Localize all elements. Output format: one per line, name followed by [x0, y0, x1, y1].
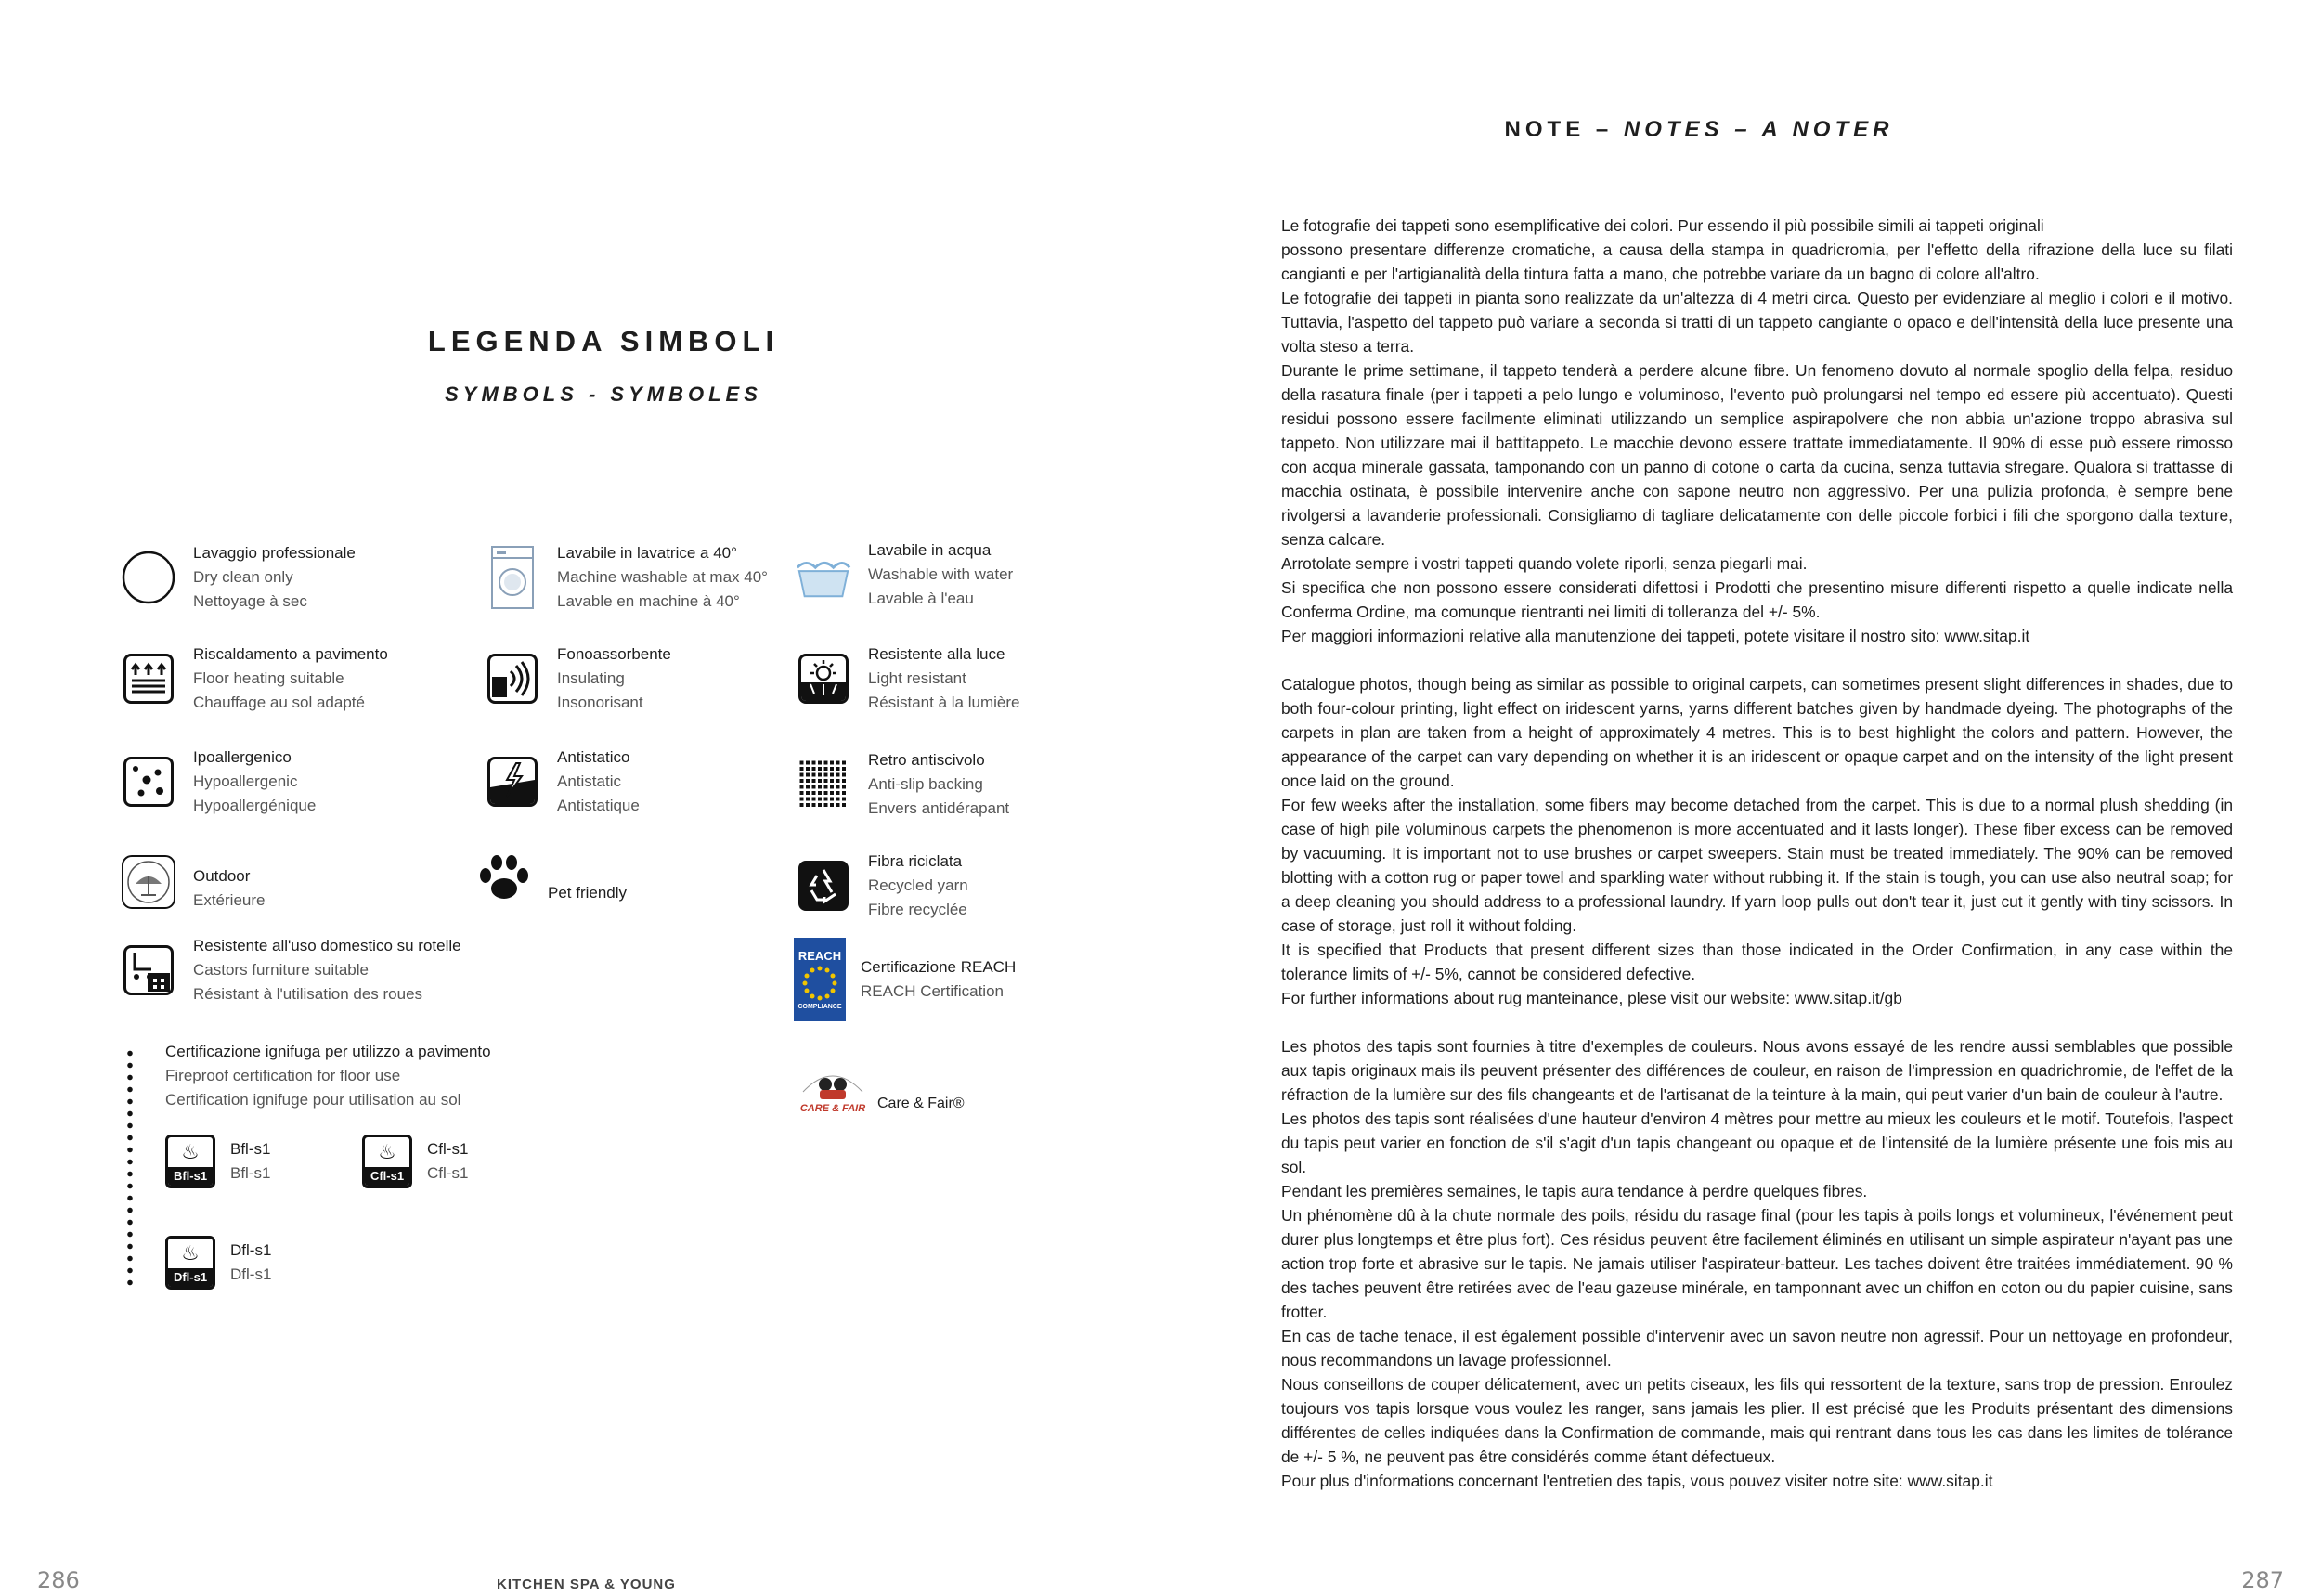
symbol-label: Antistatico	[557, 748, 630, 766]
fire-badge-icon: ♨ Bfl-s1	[165, 1135, 215, 1188]
symbol-label: Lavabile in acqua	[868, 541, 992, 559]
symbol-label-en: Recycled yarn	[868, 876, 968, 894]
fire-class-sub: Bfl-s1	[230, 1164, 271, 1182]
symbol-label-fr: Nettoyage à sec	[193, 592, 307, 610]
symbol-castors	[119, 934, 461, 1006]
symbol-label-fr: Envers antidérapant	[868, 799, 1010, 817]
symbol-dry-clean	[119, 541, 356, 614]
symbol-label-en: Machine washable at max 40°	[557, 568, 768, 586]
symbol-label-fr: Lavable à l'eau	[868, 590, 974, 607]
notes-title-translations: NOTES – A NOTER	[1623, 117, 1894, 142]
symbol-label: Certificazione REACH	[861, 958, 1017, 976]
symbol-label-en: Antistatic	[557, 772, 621, 790]
fire-heading-label-en: Fireproof certification for floor use	[165, 1067, 401, 1084]
notes-paragraph: Si specifica che non possono essere considerati difettosi i Prodotti che presentino misure differenti rispetto a quelle indicate nella Conferma Ordine, ma comunque rientranti nei limiti di tolleranza del +/- 5%.	[1281, 578, 2233, 621]
dotted-divider	[127, 1047, 133, 1289]
notes-paragraph: Le fotografie dei tappeti sono esemplificative dei colori. Pur essendo il più possibile simili ai tappeti originali	[1281, 216, 2044, 235]
symbol-label-fr: Lavable en machine à 40°	[557, 592, 740, 610]
symbol-label: Ipoallergenico	[193, 748, 292, 766]
notes-paragraph: For further informations about rug manteinance, plese visit our website: www.sitap.it/gb	[1281, 989, 1902, 1007]
hypoallergenic-icon	[119, 752, 178, 811]
symbol-insulating	[483, 642, 671, 715]
symbol-water-wash	[794, 538, 1013, 611]
symbol-recycled	[794, 850, 968, 922]
notes-paragraph: Le fotografie dei tappeti in pianta sono realizzate da un'altezza di 4 metri circa. Questo per evidenziare al meglio i colori e il motivo. Tuttavia, l'aspetto del tappeto può variare a seconda si tratti di un tappeto cangiante o opaco e dell'intensità della luce presente una volta steso a terra.	[1281, 289, 2233, 356]
notes-paragraph: Per maggiori informazioni relative alla manutenzione dei tappeti, potete visitare il nostro sito: www.sitap.it	[1281, 627, 2030, 645]
fire-badge-label: Dfl-s1	[168, 1268, 213, 1287]
notes-paragraph: Pendant les premières semaines, le tapis aura tendance à perdre quelques fibres.	[1281, 1182, 1868, 1200]
notes-paragraph: Nous conseillons de couper délicatement, avec un petits ciseaux, les fils qui ressortent de la texture, sans trop de pression. Enroulez toujours vos tapis lorsque vous voulez les ranger, sans jamais les plier. Il est précisé que les Produits présentant des dimensions différentes de celles indiquées dans la Confirmation de commande, mais qui rentrant dans tous les cas dans les limites de tolérance de +/- 5 %, ne peuvent pas être considérés comme étant défectueux.	[1281, 1375, 2233, 1466]
notes-paragraph: Les photos des tapis sont fournies à titre d'exemples de couleurs. Nous avons essayé de les rendre aussi semblables que possible aux tapis originaux mais ils peuvent présenter des différences de couleur, en raison de l'impression en quadrichromie, de l'effet de la réfraction de la lumière sur des fils changeants et de l'artisanat de la teinture à la main, qui peut varier d'un bain de couleur à l'autre.	[1281, 1037, 2233, 1104]
notes-paragraph: Catalogue photos, though being as similar as possible to original carpets, can sometimes present slight differences in shades, due to both four-colour printing, light effect on iridescent yarns, yarns different batches given by handmade dyeing. The photographs of the carpets in plan are taken from a height of approximately 4 metres. This is to best highlight the colors and pattern. However, the appearance of the carpet can vary depending on whether it is an iridescent or opaque carpet and on the intensity of the light present once laid on the ground.	[1281, 675, 2233, 790]
care-fair-label: Care & Fair®	[877, 1096, 965, 1111]
page-number-right: 287	[2241, 1567, 2284, 1593]
paragraph-gap	[1281, 1010, 2233, 1034]
fire-badge-label: Cfl-s1	[365, 1167, 409, 1186]
castor-chair-icon	[119, 941, 178, 1000]
symbol-label-en: Castors furniture suitable	[193, 961, 369, 979]
notes-paragraph: Pour plus d'informations concernant l'entretien des tapis, vous pouvez visiter notre site: www.sitap.it	[1281, 1472, 1993, 1490]
symbol-machine-wash	[483, 541, 768, 614]
floor-heating-icon	[119, 649, 178, 708]
symbol-label-en: Floor heating suitable	[193, 669, 344, 687]
light-resistant-icon	[794, 649, 853, 708]
fire-class-cfl	[362, 1135, 468, 1188]
antistatic-icon	[483, 752, 542, 811]
sound-insulation-icon	[483, 649, 542, 708]
wash-tub-icon	[794, 545, 853, 604]
care-fair	[794, 1064, 965, 1114]
notes-paragraph: En cas de tache tenace, il est également possible d'intervenir avec un savon neutre non agressif. Pour un nettoyage en profondeur, nous recommandons un lavage professionnel.	[1281, 1327, 2233, 1369]
fire-class-sub: Dfl-s1	[230, 1265, 272, 1283]
notes-paragraph: For few weeks after the installation, some fibers may become detached from the carpet. This is due to a normal plush shedding (in case of high pile voluminous carpets the phenomenon is more accentuated and it lasts longer). These fiber excess can be removed by vacuuming. It is important not to use brushes or carpet sweepers. Stain must be treated immediately. The 90% can be removed blotting with a cotton rug or paper towel and sparkling water without rubbing it. If the stain is tough, you can use also neutral soap; for a deep cleaning you should address to a professional laundry. If yarn loop pulls out don't tear it, just cut it gently with tiny scissors. In case of storage, just roll it without folding.	[1281, 796, 2233, 935]
recycle-icon	[794, 856, 853, 915]
notes-title	[1281, 117, 2117, 143]
legend-title: LEGENDA SIMBOLI	[427, 325, 780, 357]
fire-badge-label: Bfl-s1	[168, 1167, 213, 1186]
symbol-hypoallergenic	[119, 746, 316, 818]
symbol-floor-heating	[119, 642, 388, 715]
symbol-label: Retro antiscivolo	[868, 751, 985, 769]
symbol-light-resistant	[794, 642, 1019, 715]
symbol-label: Pet friendly	[548, 884, 628, 902]
notes-paragraph: It is specified that Products that present different sizes than those indicated in the Order Confirmation, in any case within the tolerance limits of +/- 5%, cannot be considered defective.	[1281, 941, 2233, 983]
notes-title-it: NOTE –	[1504, 117, 1624, 142]
symbol-label: Lavabile in lavatrice a 40°	[557, 544, 737, 562]
fire-heading-label-fr: Certification ignifuge pour utilisation au sol	[165, 1091, 461, 1109]
symbol-label: Resistente alla luce	[868, 645, 1005, 663]
section-name: KITCHEN SPA & YOUNG	[497, 1577, 676, 1592]
reach-logo-bottom: COMPLIANCE	[797, 1004, 842, 1010]
circle-icon	[119, 548, 178, 607]
fire-badge-icon: ♨ Dfl-s1	[165, 1236, 215, 1290]
fire-certification-heading	[165, 1040, 491, 1112]
symbol-label-fr: Antistatique	[557, 797, 640, 814]
symbol-pet-friendly	[473, 850, 627, 909]
symbol-antistatic	[483, 746, 640, 818]
paragraph-gap	[1281, 648, 2233, 672]
fire-class-label: Bfl-s1	[230, 1140, 271, 1158]
notes-body	[1281, 214, 2233, 1493]
reach-logo-top: REACH	[797, 949, 842, 963]
symbol-outdoor	[119, 851, 265, 913]
reach-icon	[794, 938, 846, 1021]
symbol-label-fr: Chauffage au sol adapté	[193, 694, 365, 711]
symbol-label: Riscaldamento a pavimento	[193, 645, 388, 663]
symbol-label-fr: Insonorisant	[557, 694, 643, 711]
notes-paragraph: Durante le prime settimane, il tappeto tenderà a perdere alcune fibre. Un fenomeno dovuto al normale spoglio della felpa, residuo della rasatura finale (per i tappeti a pelo lungo e voluminoso, l'evento può prolungarsi nel tempo ed essere più accentuato). Questi residui possono essere facilmente eliminati utilizzando un semplice aspirapolvere che non abbia un'azione troppo abrasiva sul tappeto. Non utilizzare mai il battitappeto. Le macchie devono essere trattate immediatamente. Il 90% di esse può essere rimosso con acqua minerale gassata, tamponando con un panno di cotone o carta da cucina, senza tuttavia sfregare. Qualora si trattasse di macchia ostinata, è possibile intervenire anche con sapone neutro non aggressivo. Per una pulizia profonda, è sempre bene rivolgersi a lavanderie professionali. Consigliamo di tagliare delicatamente con delle piccole forbici i fili che sporgono dalla texture, senza calcare.	[1281, 361, 2233, 549]
fire-class-dfl	[165, 1236, 271, 1290]
symbol-label: Fonoassorbente	[557, 645, 671, 663]
symbol-label-en: REACH Certification	[861, 982, 1004, 1000]
notes-paragraph: Les photos des tapis sont réalisées d'une hauteur d'environ 4 mètres pour mettre au mieux les couleurs et le motif. Toutefois, l'aspect du tapis peut varier en fonction de s'il s'agit d'un tapis changeant ou opaque et de l'intensité de la lumière présente une fois mis au sol.	[1281, 1109, 2233, 1176]
fire-class-label: Cfl-s1	[427, 1140, 469, 1158]
anti-slip-icon	[794, 755, 853, 814]
symbol-label-fr: Résistant à la lumière	[868, 694, 1020, 711]
symbol-anti-slip	[794, 748, 1009, 821]
symbol-label-en: Washable with water	[868, 565, 1014, 583]
legend-subtitle: SYMBOLS - SYMBOLES	[445, 383, 762, 406]
washing-machine-icon	[483, 548, 542, 607]
symbol-label: Resistente all'uso domestico su rotelle	[193, 937, 461, 954]
fire-badge-icon: ♨ Cfl-s1	[362, 1135, 412, 1188]
symbol-label-en: Hypoallergenic	[193, 772, 298, 790]
paw-icon	[473, 850, 533, 909]
page-number-left: 286	[37, 1567, 80, 1593]
care-fair-logo-text: CARE & FAIR	[799, 1103, 866, 1114]
symbol-label-en: Insulating	[557, 669, 625, 687]
fire-class-label: Dfl-s1	[230, 1241, 272, 1259]
symbol-label: Lavaggio professionale	[193, 544, 356, 562]
notes-paragraph: Arrotolate sempre i vostri tappeti quando volete riporli, senza piegarli mai.	[1281, 554, 1808, 573]
fire-heading-label: Certificazione ignifuga per utilizzo a pavimento	[165, 1043, 491, 1060]
care-fair-logo-icon	[794, 1064, 872, 1114]
symbol-label-en: Extérieure	[193, 891, 266, 909]
symbol-label-en: Anti-slip backing	[868, 775, 983, 793]
symbol-label-en: Dry clean only	[193, 568, 293, 586]
symbol-label-en: Light resistant	[868, 669, 966, 687]
symbol-label: Outdoor	[193, 867, 251, 885]
notes-paragraph: possono presentare differenze cromatiche, a causa della stampa in quadricromia, per l'effetto della rifrazione della luce su filati cangianti e per l'artigianalità della tintura fatta a mano, che potrebbe variare da un bagno di colore all'altro.	[1281, 240, 2233, 283]
eu-stars-icon	[799, 963, 840, 1004]
fire-class-bfl	[165, 1135, 270, 1188]
notes-paragraph: Un phénomène dû à la chute normale des poils, résidu du rasage final (pour les tapis à poils longs et volumineux, l'événement peut durer plus longtemps et être plus fort). Ces résidus peuvent être facilement éliminés en utilisant un simple aspirateur n'ayant pas une action trop forte et abrasive sur le tapis. Ne jamais utiliser l'aspirateur-batteur. Les taches doivent être traitées immédiatement. 90 % des taches peuvent être retirées avec de l'eau gazeuse minérale, en tamponnant avec un chiffon en coton ou du papier cuisine, sans frotter.	[1281, 1206, 2233, 1321]
fire-class-sub: Cfl-s1	[427, 1164, 469, 1182]
outdoor-icon	[119, 852, 178, 912]
symbol-label-fr: Résistant à l'utilisation des roues	[193, 985, 423, 1003]
symbol-label-fr: Hypoallergénique	[193, 797, 317, 814]
symbol-label: Fibra riciclata	[868, 852, 963, 870]
symbol-label-fr: Fibre recyclée	[868, 901, 967, 918]
symbol-reach	[794, 938, 1016, 1021]
